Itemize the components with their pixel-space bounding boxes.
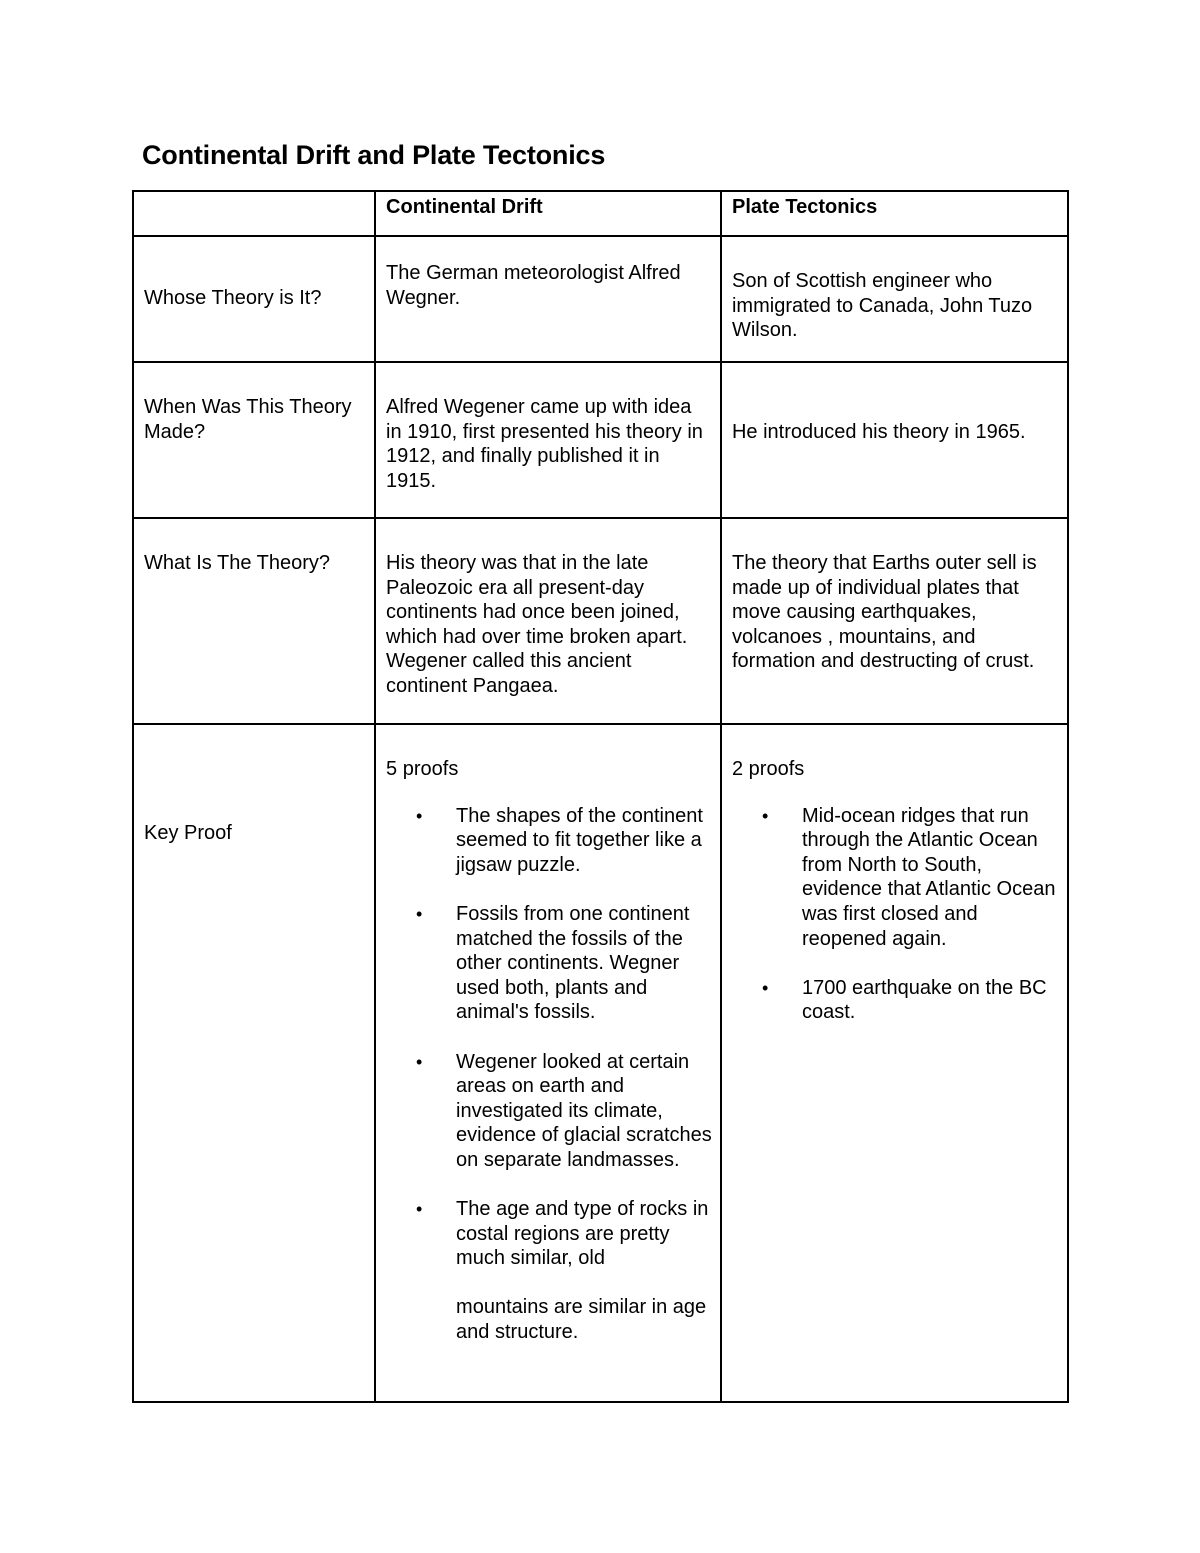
row-label-cell — [133, 518, 375, 724]
table-row-whose-theory — [133, 236, 1068, 362]
row-label-cell — [133, 362, 375, 518]
drift-proof-list — [386, 804, 712, 1345]
list-item: • The age and type of rocks in costal regions are pretty much similar, old mountains are similar in age and structure. — [456, 1197, 712, 1345]
row-label: What Is The Theory? — [144, 552, 331, 574]
plate-text: He introduced his theory in 1965. — [731, 421, 1026, 443]
list-item: • Fossils from one continent matched the fossils of the other continents. Wegner used both, plants and animal's fossils. — [416, 902, 690, 1024]
list-item: • The shapes of the continent seemed to fit together like a jigsaw puzzle. — [416, 804, 703, 876]
row-label: Whose Theory is It? — [144, 287, 322, 309]
table-row-when — [133, 362, 1068, 518]
bullet-icon: • — [416, 1051, 423, 1072]
comparison-table — [132, 190, 1069, 1403]
drift-text: His theory was that in the late Paleozoic era all present-day continents had once been joined, which had over time broken apart. Wegener called this ancient continent Pangaea. — [386, 552, 688, 697]
bullet-icon: • — [761, 805, 769, 826]
drift-cell — [375, 362, 721, 518]
document-title: Continental Drift and Plate Tectonics — [142, 140, 606, 170]
bullet-icon: • — [416, 903, 423, 924]
drift-text: Alfred Wegener came up with idea in 1910, first presented his theory in 1912, and finally published it in 1915. — [386, 396, 703, 492]
plate-proof-list — [732, 804, 1059, 1025]
header-blank-cell — [133, 191, 375, 236]
drift-cell — [375, 724, 721, 1402]
table-row-what — [133, 518, 1068, 724]
row-label-cell — [133, 236, 375, 362]
table-row-key-proof — [133, 724, 1068, 1402]
table-header-row — [133, 191, 1068, 236]
bullet-icon: • — [416, 1199, 423, 1220]
plate-cell — [721, 518, 1068, 724]
plate-cell — [721, 362, 1068, 518]
plate-cell — [721, 724, 1068, 1402]
header-plate-tectonics: Plate Tectonics — [721, 191, 1068, 236]
plate-text: Son of Scottish engineer who immigrated to Canada, John Tuzo Wilson. — [731, 270, 1033, 342]
plate-proof-heading: 2 proofs — [731, 758, 805, 780]
drift-cell — [375, 518, 721, 724]
list-item: • 1700 earthquake on the BC coast. — [761, 976, 1047, 1024]
drift-text: The German meteorologist Alfred Wegner. — [386, 262, 681, 309]
row-label: When Was This Theory Made? — [144, 396, 352, 443]
bullet-icon: • — [761, 977, 769, 998]
list-item: • Mid-ocean ridges that run through the Atlantic Ocean from North to South, evidence that Atlantic Ocean was first closed and reopened again. — [761, 804, 1056, 950]
list-item-continuation: mountains are similar in age and structure. — [456, 1296, 707, 1344]
plate-text: The theory that Earths outer sell is made up of individual plates that move causing earthquakes, volcanoes , mountains, and formation and destructing of crust. — [731, 552, 1037, 673]
row-label-cell — [133, 724, 375, 1402]
drift-cell — [375, 236, 721, 362]
row-label: Key Proof — [144, 822, 232, 844]
list-item: • Wegener looked at certain areas on earth and investigated its climate, evidence of glacial scratches on separate landmasses. — [416, 1050, 712, 1171]
header-continental-drift: Continental Drift — [375, 191, 721, 236]
bullet-icon: • — [416, 805, 423, 826]
drift-proof-heading: 5 proofs — [386, 758, 459, 780]
plate-cell — [721, 236, 1068, 362]
